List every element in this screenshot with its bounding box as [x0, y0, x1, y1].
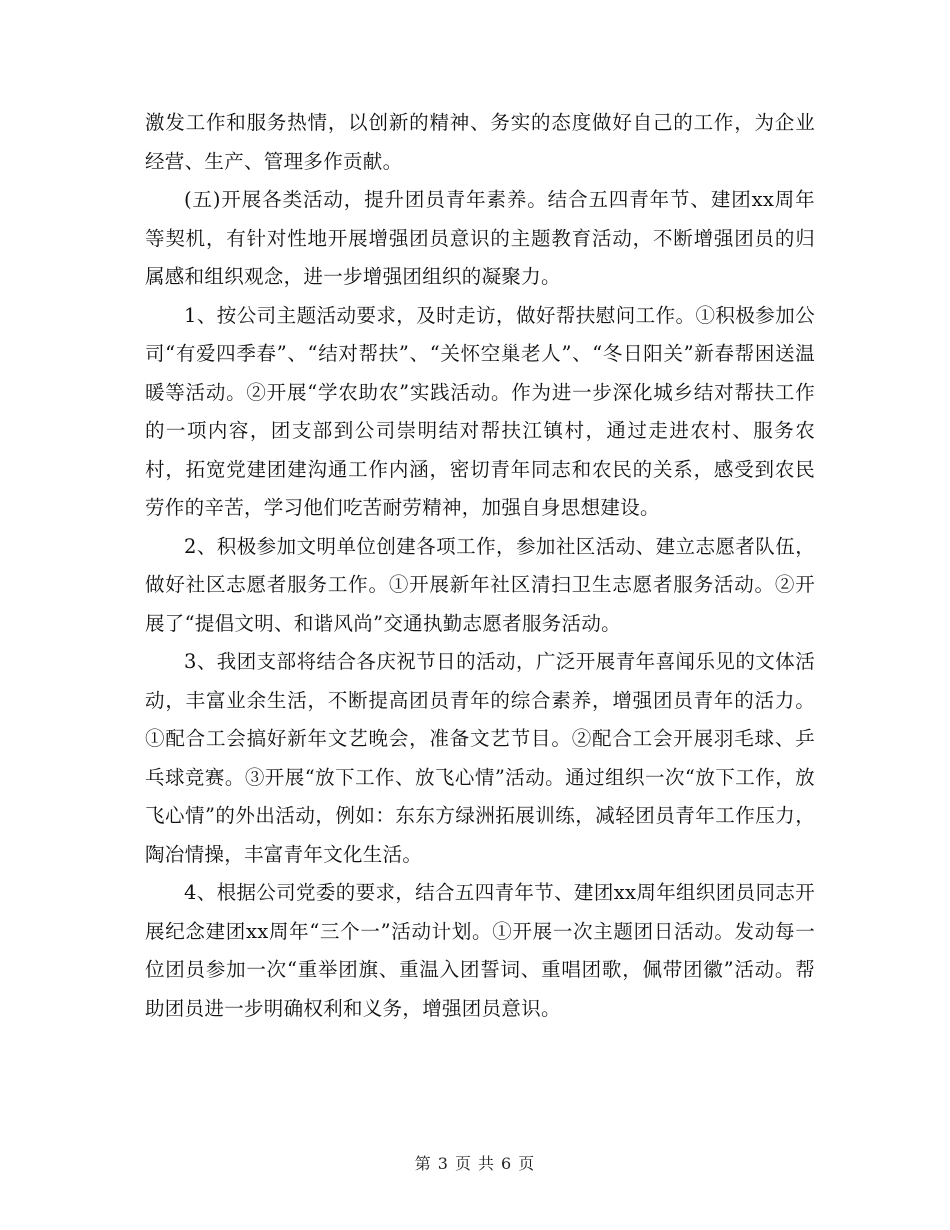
footer-current-page: 3	[437, 1154, 449, 1173]
footer-label-di: 第	[414, 1154, 432, 1173]
footer-label-ye: 页	[454, 1154, 472, 1173]
page-footer	[0, 1154, 950, 1174]
paragraph-5: 3、我团支部将结合各庆祝节日的活动，广泛开展青年喜闻乐见的文体活动，丰富业余生活，不断提高团员青年的综合素养，增强团员青年的活力。①配合工会搞好新年文艺晚会，准备文艺节目。②配合工会开展羽毛球、乒乓球竞赛。③开展“放下工作、放飞心情”活动。通过组织一次“放下工作，放飞心情”的外出活动，例如：东东方绿洲拓展训练，减轻团员青年工作压力，陶冶情操，丰富青年文化生活。	[145, 650, 815, 866]
document-body	[145, 104, 815, 1028]
paragraph-1: 激发工作和服务热情，以创新的精神、务实的态度做好自己的工作，为企业经营、生产、管理多作贡献。	[145, 111, 815, 173]
paragraph-2: (五)开展各类活动，提升团员青年素养。结合五四青年节、建团xx周年等契机，有针对性地开展增强团员意识的主题教育活动，不断增强团员的归属感和组织观念，进一步增强团组织的凝聚力。	[145, 188, 815, 288]
paragraph-6: 4、根据公司党委的要求，结合五四青年节、建团xx周年组织团员同志开展纪念建团xx周年“三个一”活动计划。①开展一次主题团日活动。发动每一位团员参加一次“重举团旗、重温入团誓词、重唱团歌，佩带团徽”活动。帮助团员进一步明确权利和义务，增强团员意识。	[145, 881, 815, 1020]
footer-label-gong: 共	[478, 1154, 496, 1173]
footer-total-pages: 6	[501, 1154, 513, 1173]
footer-label-ye2: 页	[518, 1154, 536, 1173]
paragraph-3: 1、按公司主题活动要求，及时走访，做好帮扶慰问工作。①积极参加公司“有爱四季春”、“结对帮扶”、“关怀空巢老人”、“冬日阳关”新春帮困送温暖等活动。②开展“学农助农”实践活动。作为进一步深化城乡结对帮扶工作的一项内容，团支部到公司崇明结对帮扶江镇村，通过走进农村、服务农村，拓宽党建团建沟通工作内涵，密切青年同志和农民的关系，感受到农民劳作的辛苦，学习他们吃苦耐劳精神，加强自身思想建设。	[145, 303, 815, 519]
paragraph-4: 2、积极参加文明单位创建各项工作，参加社区活动、建立志愿者队伍，做好社区志愿者服务工作。①开展新年社区清扫卫生志愿者服务活动。②开展了“提倡文明、和谐风尚”交通执勤志愿者服务活动。	[145, 534, 815, 635]
